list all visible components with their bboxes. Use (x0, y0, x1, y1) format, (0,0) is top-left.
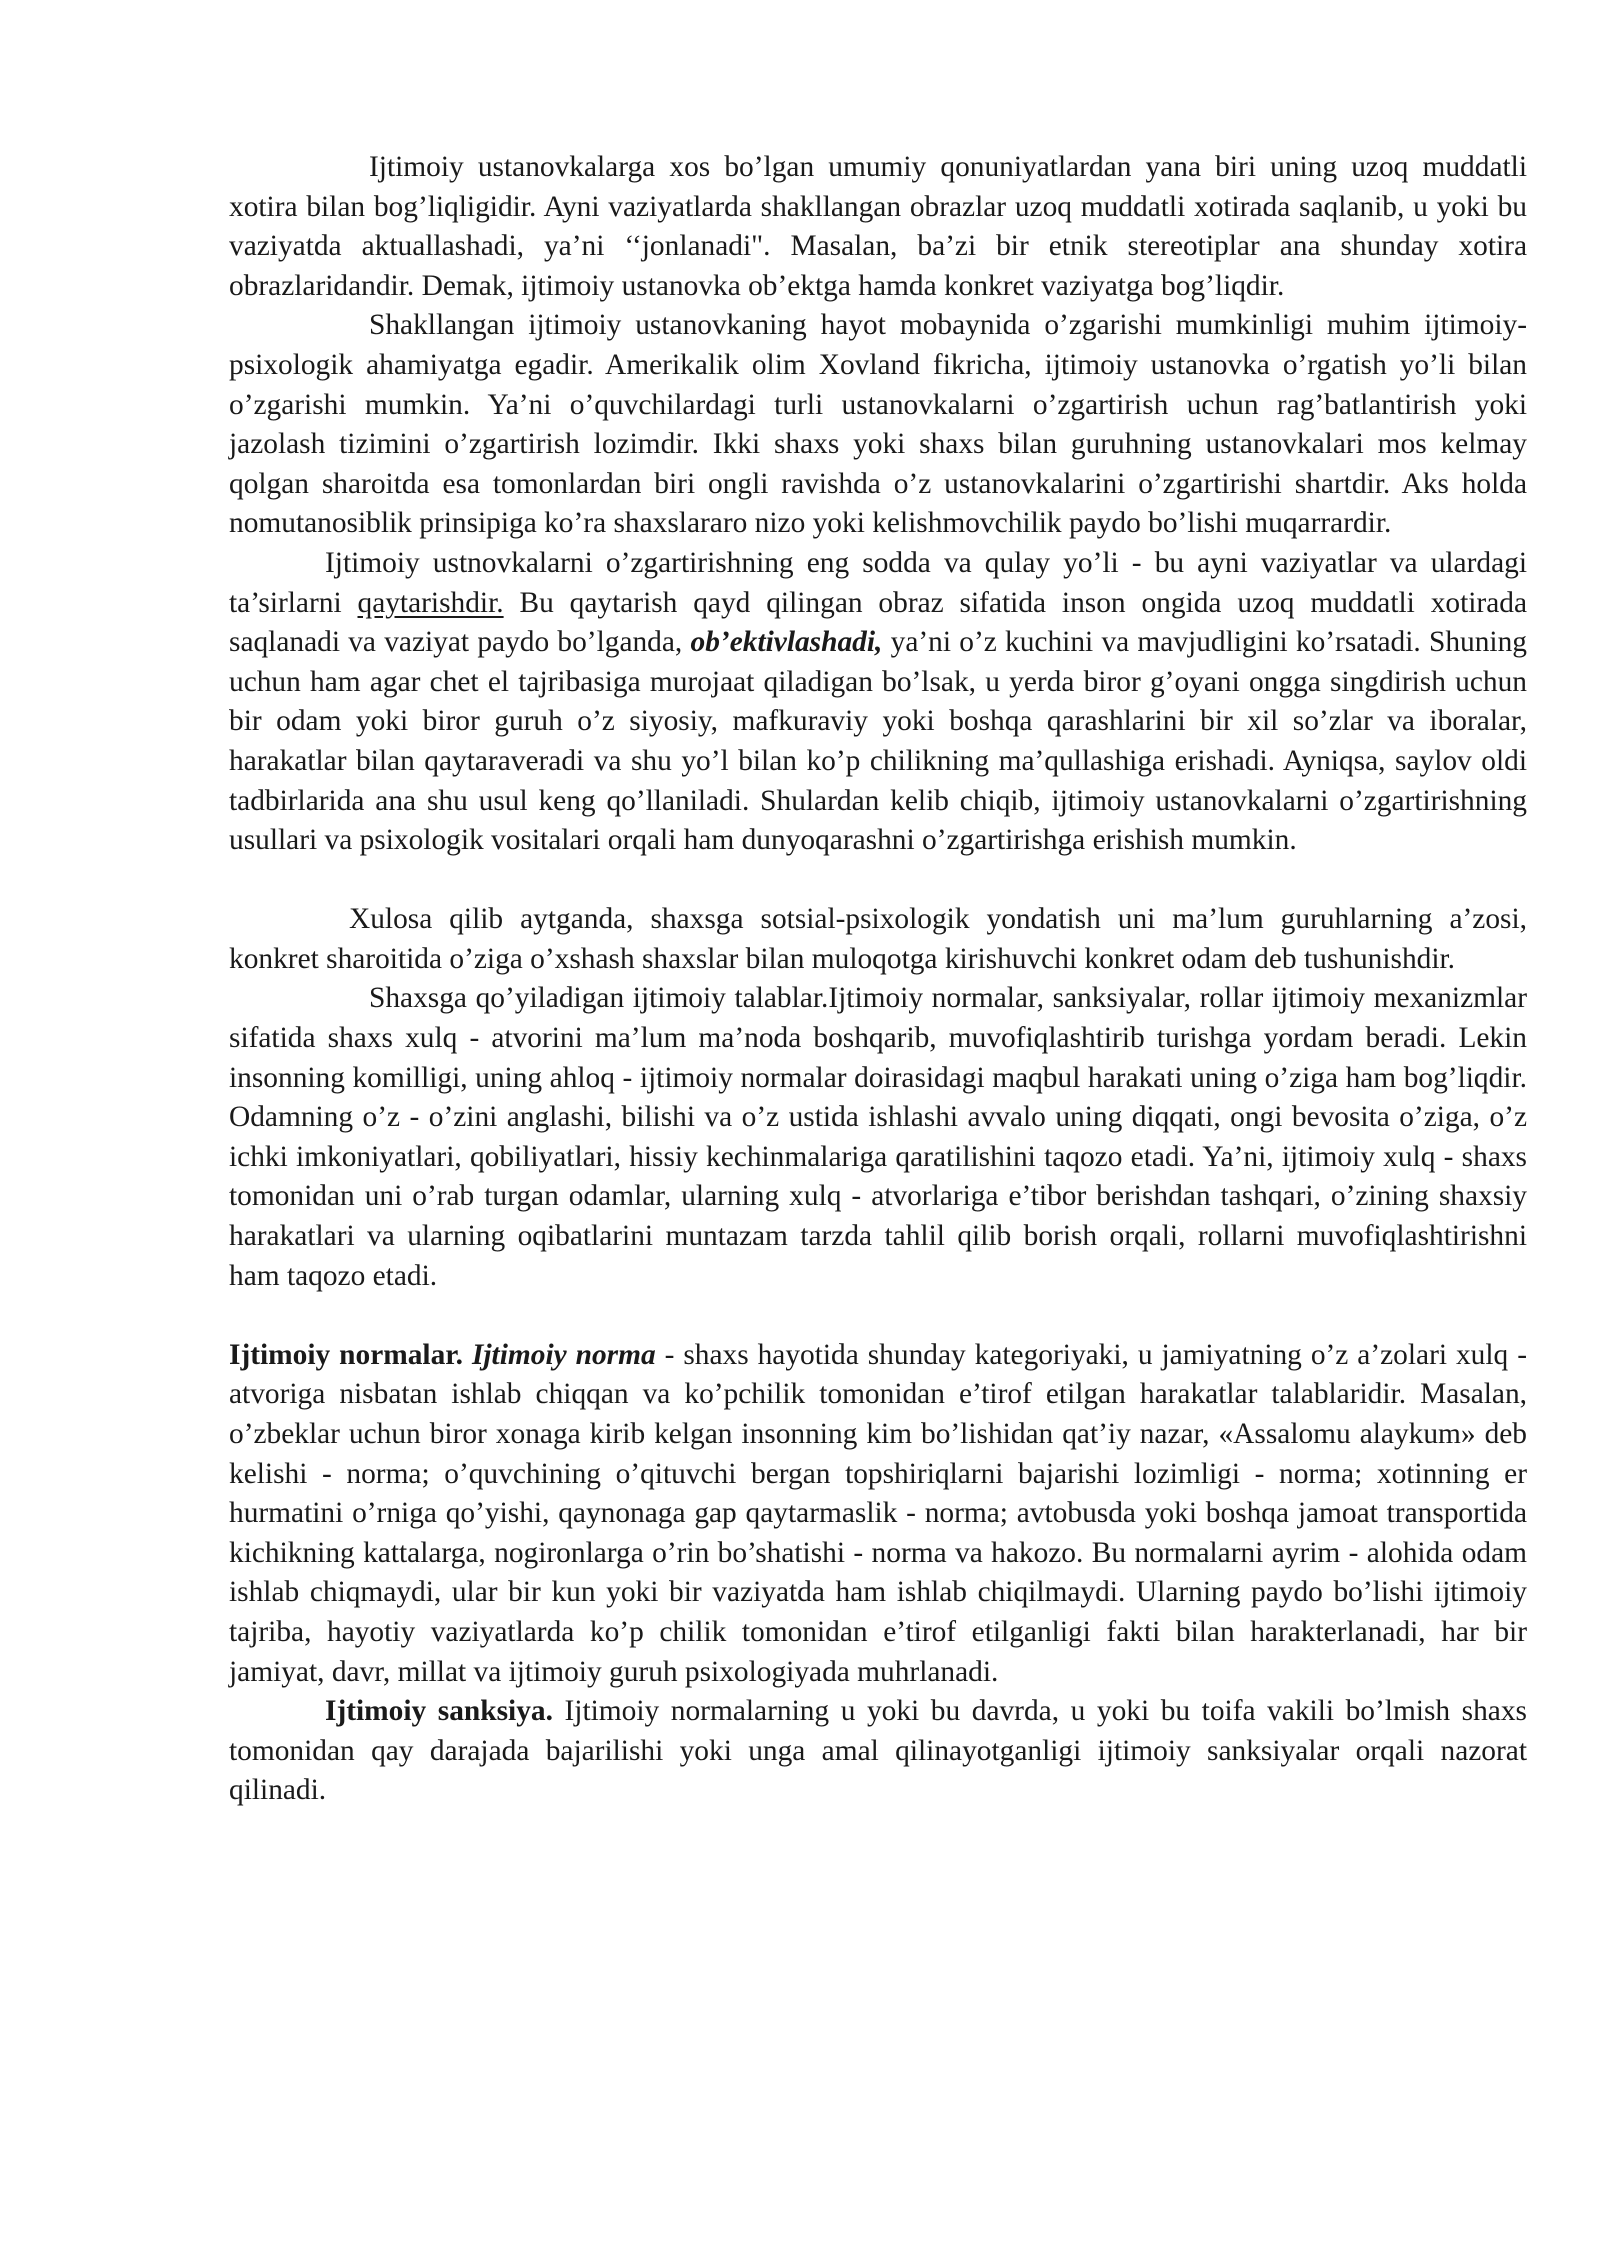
paragraph-attitude-change: Shakllangan ijtimoiy ustanovkaning hayot mobaynida o’zgarishi mumkinligi muhim ijtimoiy-psixologik ahamiyatga egadir. Amerikalik olim Xovland fikricha, ijtimoiy ustanovka o’rgatish yo’li bilan o’zgarishi mumkin. Ya’ni o’quvchilardagi turli ustanovkalarni o’zgartirish uchun rag’batlantirish yoki jazolash tizimini o’zgartirish lozimdir. Ikki shaxs yoki shaxs bilan guruhning ustanovkalari mos kelmay qolgan sharoitda esa tomonlardan biri ongli ravishda o’z ustanovkalarini o’zgartirishi shartdir. Aks holda nomutanosiblik prinsipiga ko’ra shaxslararo nizo yoki kelishmovchilik paydo bo’lishi muqarrardir. (229, 309, 1527, 540)
section-heading-norms: Ijtimoiy normalar. (229, 1338, 463, 1371)
paragraph-repetition-text-c: ya’ni o’z kuchini va mavjudligini ko’rsatadi. Shuning uchun ham agar chet el tajribasiga murojaat qiladigan bo’lsak, u yerda biror g’oyani ongga singdirish uchun bir odam yoki biror guruh o’z siyosiy, mafkuraviy yoki boshqa qarashlarini bir xil so’zlar va iboralar, harakatlar bilan qaytaraveradi va shu yo’l bilan ko’p chilikning ma’qullashiga erishadi. Ayniqsa, saylov oldi tadbirlarida ana shu usul keng qo’llaniladi. Shulardan kelib chiqib, ijtimoiy ustanovkalarni o’zgartirishning usullari va psixologik vositalari orqali ham dunyoqarashni o’zgartirishga erishish mumkin. (229, 626, 1527, 857)
paragraph-social-sanction-text: Ijtimoiy normalarning u yoki bu davrda, u yoki bu toifa vakili bo’lmish shaxs tomonidan qay darajada bajarilishi yoki unga amal qilinayotganligi ijtimoiy sanksiyalar orqali nazorat qilinadi. (229, 1695, 1527, 1807)
paragraph-social-requirements: Shaxsga qo’yiladigan ijtimoiy talablar.Ijtimoiy normalar, sanksiyalar, rollar ijtimoiy mexanizmlar sifatida shaxs xulq - atvorini ma’lum ma’noda boshqarib, muvofiqlashtirib turishga yordam beradi. Lekin insonning komilligi, uning ahloq - ijtimoiy normalar doirasidagi maqbul harakati uning o’ziga ham bog’liqdir. Odamning o’z - o’zini anglashi, bilishi va o’z ustida ishlashi avvalo uning diqqati, ongi bevosita o’ziga, o’z ichki imkoniyatlari, qobiliyatlari, hissiy kechinmalariga qaratilishini taqozo etadi. Ya’ni, ijtimoiy xulq - shaxs tomonidan uni o’rab turgan odamlar, ularning xulq - atvorlariga e’tibor berishdan tashqari, o’zining shaxsiy harakatlari va ularning oqibatlarini muntazam tarzda tahlil qilib borish orqali, rollarni muvofiqlashtirishni ham taqozo etadi. (229, 982, 1527, 1292)
document-page (229, 148, 1527, 1811)
paragraph-repetition (229, 544, 1527, 861)
paragraph-conclusion: Xulosa qilib aytganda, shaxsga sotsial-psixologik yondatish uni ma’lum guruhlarning a’zosi, konkret sharoitida o’ziga o’xshash shaxslar bilan muloqotga kirishuvchi konkret odam deb tushunishdir. (229, 903, 1527, 975)
section-heading-sanction: Ijtimoiy sanksiya. (325, 1695, 553, 1728)
paragraph-social-norms (229, 1336, 1527, 1692)
paragraph-repetition-text-b: Bu qaytarish qayd qilingan obraz sifatida inson ongida uzoq muddatli xotirada saqlanadi va vaziyat paydo bo’lganda, (229, 586, 1527, 659)
term-social-norm: Ijtimoiy norma (471, 1338, 656, 1371)
paragraph-social-norms-text: - shaxs hayotida shunday kategoriyaki, u jamiyatning o’z a’zolari xulq - atvoriga nisbatan ishlab chiqqan va ko’pchilik tomonidan e’tirof etilgan harakatlar talablaridir. Masalan, o’zbeklar uchun biror xonaga kirib kelgan insonning kim bo’lishidan qat’iy nazar, «Assalomu alaykum» deb kelishi - norma; o’quvchining o’qituvchi bergan topshiriqlarni bajarishi lozimligi - norma; xotinning er hurmatini o’rniga qo’yishi, qaynonaga gap qaytarmaslik - norma; avtobusda yoki boshqa jamoat transportida kichikning kattalarga, nogironlarga o’rin bo’shatishi - norma va hakozo. Bu normalarni ayrim - alohida odam ishlab chiqmaydi, ular bir kun yoki bir vaziyatda ham ishlab chiqilmaydi. Ularning paydo bo’lishi ijtimoiy tajriba, hayotiy vaziyatlarda ko’p chilik tomonidan e’tirof etilganligi fakti bilan harakterlanadi, har bir jamiyat, davr, millat va ijtimoiy guruh psixologiyada muhrlanadi. (229, 1338, 1527, 1688)
paragraph-memory: Ijtimoiy ustanovkalarga xos bo’lgan umumiy qonuniyatlardan yana biri uning uzoq muddatli xotira bilan bog’liqligidir. Ayni vaziyatlarda shakllangan obrazlar uzoq muddatli xotirada saqlanib, u yoki bu vaziyatda aktuallashadi, ya’ni ‘‘jonlanadi". Masalan, ba’zi bir etnik stereotiplar ana shunday xotira obrazlaridandir. Demak, ijtimoiy ustanovka ob’ektga hamda konkret vaziyatga bog’liqdir. (229, 151, 1527, 302)
paragraph-social-sanction (229, 1692, 1527, 1811)
bold-italic-term: ob’ektivlashadi, (690, 626, 883, 659)
underlined-term: qaytarishdir. (357, 586, 504, 619)
paragraph-repetition-text-a: Ijtimoiy ustnovkalarni o’zgartirishning eng sodda va qulay yo’li - bu ayni vaziyatlar va ulardagi ta’sirlarni (229, 546, 1527, 619)
